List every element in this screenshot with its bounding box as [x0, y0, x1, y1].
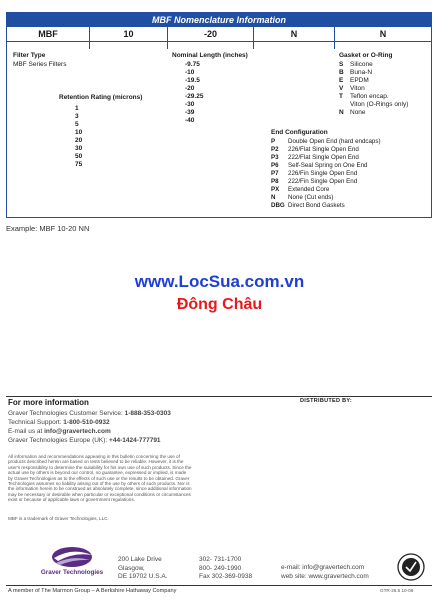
contact-line: E-mail us at info@gravertech.com [8, 428, 111, 435]
list-item: P6 Self-Seal Spring on One End [271, 162, 368, 169]
nomenclature-table [6, 12, 432, 218]
list-item: -30 [185, 101, 195, 108]
list-item: 5 [75, 121, 79, 128]
gasket-list [339, 61, 408, 117]
header-gasket: N [379, 29, 387, 39]
list-item: E EPDM [339, 77, 369, 84]
list-item: P Double Open End (hard endcaps) [271, 138, 381, 145]
retention-list [75, 105, 82, 169]
contact-line: Graver Technologies Customer Service: 1-888-353-0303 [8, 410, 171, 417]
filter-type-value: MBF Series Filters [13, 61, 67, 68]
header-length: -20 [203, 29, 217, 39]
fax-line: Fax 302-369-0938 [199, 573, 253, 580]
list-item: V Viton [339, 85, 365, 92]
document-code: GTR-26.5 10-08 [380, 588, 414, 593]
company-name: Graver Technologies [40, 569, 104, 576]
address-line: Glasgow, [118, 564, 145, 572]
list-item: N None (Cut ends) [271, 194, 334, 201]
list-item: -29.25 [185, 93, 204, 100]
list-item: T Teflon encap. [339, 93, 389, 100]
watermark-name: Đông Châu [176, 296, 263, 313]
list-item: N None [339, 109, 366, 116]
gasket-label: Gasket or O-Ring [339, 52, 393, 59]
end-config-list [271, 138, 381, 210]
list-item: -39 [185, 109, 195, 116]
list-item: P7 226/Fin Single Open End [271, 170, 358, 177]
list-item: PX Extended Core [271, 186, 330, 193]
contact-list [8, 409, 171, 445]
disclaimer: All information and recommendations appearing in this bulletin concerning the use of products described herein are based on tests believed to be reliable. However, it is the user's responsibility to determine the suitability for his own use of such products. Since the actual use by others is beyond our control, no guarantee, expressed or implied, is made by Graver Technologies as to the effects of such use or the results to be obtained. Graver Technologies assumes no liability arising out of the use by others of such products. Nor is the information herein to be construed as absolutely complete, since additional information may be necessary or desirable when particular or exceptional conditions or circumstances exist or because of applicable laws or government regulations. [8, 454, 192, 503]
list-item: -40 [185, 117, 195, 124]
email-line[interactable]: e-mail: info@gravertech.com [281, 564, 365, 571]
list-item: P8 222/Fin Single Open End [271, 178, 358, 185]
footer-heading: For more information [8, 398, 89, 407]
header-retention: 10 [123, 29, 134, 39]
trademark-note: MBF is a trademark of Graver Technologies, LLC. [8, 516, 109, 521]
list-item: 1 [75, 105, 79, 112]
email-link[interactable]: info@gravertech.com [44, 428, 111, 435]
web-contacts [281, 564, 369, 581]
list-item: 20 [75, 137, 83, 144]
certification-seal [396, 552, 426, 582]
list-item: -19.5 [185, 77, 200, 84]
list-item: P2 226/Flat Single Open End [271, 146, 359, 153]
bottom-divider [6, 585, 432, 586]
list-item: -20 [185, 85, 195, 92]
example-text: Example: MBF 10-20 NN [6, 224, 90, 233]
list-item: -10 [185, 69, 195, 76]
end-config-label: End Configuration [271, 129, 328, 136]
phone-line: 800- 249-1990 [199, 564, 242, 572]
contact-line: Technical Support: 1-800-510-0932 [8, 419, 110, 426]
contact-line: Graver Technologies Europe (UK): +44-1424-777791 [8, 437, 161, 444]
list-item: S Silicone [339, 61, 373, 68]
phone-numbers [199, 556, 252, 582]
iso-seal-icon [396, 552, 426, 582]
list-item: Viton (O-Rings only) [350, 101, 409, 108]
list-item: 3 [75, 113, 79, 120]
address-line: DE 19702 U.S.A. [118, 573, 168, 580]
length-label: Nominal Length (inches) [172, 52, 248, 59]
list-item: P3 222/Flat Single Open End [271, 154, 359, 161]
list-item: B Buna-N [339, 69, 373, 76]
distributed-by-label: DISTRIBUTED BY: [300, 398, 353, 404]
company-logo [34, 545, 110, 577]
list-item: 75 [75, 161, 83, 168]
member-note: A member of The Marmon Group – A Berkshire Hathaway Company [8, 588, 177, 594]
address [118, 556, 168, 582]
list-item: 50 [75, 153, 83, 160]
length-list [185, 61, 203, 125]
footer-divider [6, 396, 432, 397]
list-item: 30 [75, 145, 83, 152]
retention-label: Retention Rating (microns) [59, 94, 143, 101]
phone-line: 302- 731-1700 [199, 556, 242, 563]
list-item: 10 [75, 129, 83, 136]
header-series: MBF [38, 29, 58, 39]
website-line[interactable]: web site: www.gravertech.com [281, 572, 369, 580]
list-item: DBG Direct Bond Gaskets [271, 202, 345, 209]
filter-type-label: Filter Type [13, 52, 46, 59]
list-item: -9.75 [185, 61, 200, 68]
address-line: 200 Lake Drive [118, 556, 162, 563]
header-end-config: N [290, 29, 298, 39]
watermark-url: www.LocSua.com.vn [134, 272, 305, 291]
table-title: MBF Nomenclature Information [7, 13, 431, 27]
